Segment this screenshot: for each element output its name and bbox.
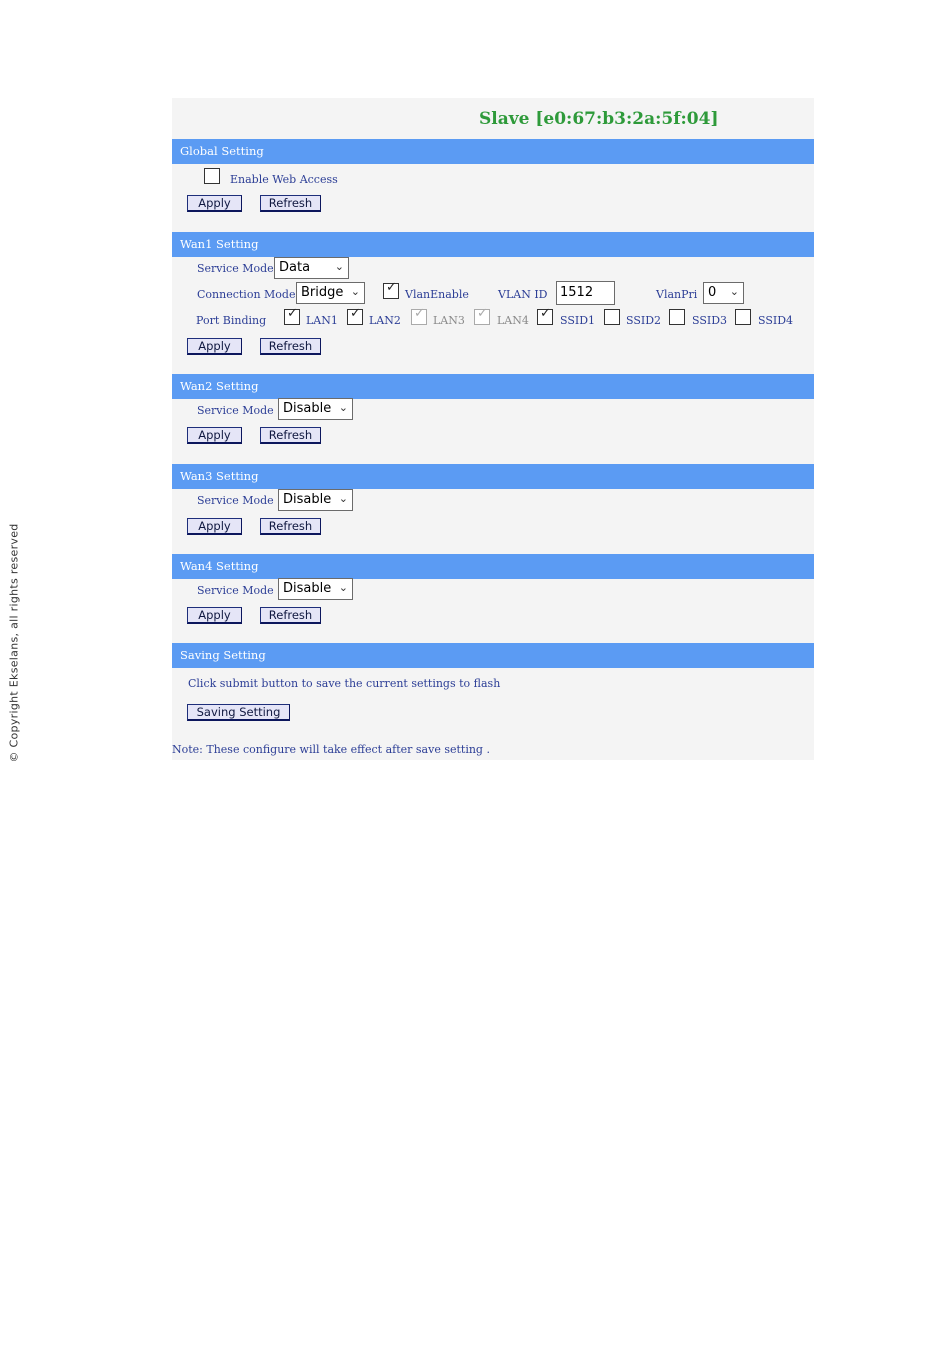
wan1-connection-mode-value: Bridge: [301, 285, 344, 300]
port-binding-label: Port Binding: [196, 314, 267, 327]
saving-instruction: Click submit button to save the current settings to flash: [188, 677, 501, 690]
chevron-down-icon: ⌄: [338, 492, 348, 505]
wan4-apply-button[interactable]: Apply: [187, 607, 242, 624]
global-refresh-button[interactable]: Refresh: [260, 195, 321, 212]
wan1-service-mode-value: Data: [279, 260, 311, 275]
port-ssid4-checkbox[interactable]: [735, 309, 751, 325]
port-ssid3-checkbox[interactable]: [669, 309, 685, 325]
page-title: Slave [e0:67:b3:2a:5f:04]: [479, 109, 719, 129]
vlan-enable-checkbox[interactable]: [383, 280, 399, 299]
enable-web-access-checkbox[interactable]: [204, 168, 220, 184]
chevron-down-icon: ⌄: [729, 285, 739, 298]
chevron-down-icon: ⌄: [350, 285, 360, 298]
wan2-apply-button[interactable]: Apply: [187, 427, 242, 444]
port-lan3-checkbox: [411, 306, 427, 325]
wan3-service-mode-label: Service Mode: [197, 494, 274, 507]
settings-panel: [172, 98, 814, 760]
vlan-pri-label: VlanPri: [656, 288, 698, 301]
save-note: Note: These configure will take effect after save setting .: [172, 743, 490, 756]
checkmark-icon: ✓: [414, 306, 425, 321]
wan2-setting-header: Wan2 Setting: [172, 374, 814, 399]
enable-web-access-label: Enable Web Access: [230, 173, 338, 186]
wan3-apply-button[interactable]: Apply: [187, 518, 242, 535]
checkmark-icon: ✓: [386, 280, 397, 295]
port-lan1-checkbox[interactable]: [284, 306, 300, 325]
checkmark-icon: ✓: [477, 306, 488, 321]
checkmark-icon: ✓: [540, 306, 551, 321]
port-ssid1-checkbox[interactable]: [537, 306, 553, 325]
wan2-service-mode-value: Disable: [283, 401, 332, 416]
saving-setting-header: Saving Setting: [172, 643, 814, 668]
wan1-refresh-button[interactable]: Refresh: [260, 338, 321, 355]
global-apply-button[interactable]: Apply: [187, 195, 242, 212]
wan4-service-mode-select[interactable]: [278, 578, 353, 600]
wan4-service-mode-value: Disable: [283, 581, 332, 596]
wan1-service-mode-select[interactable]: [274, 257, 349, 279]
checkmark-icon: ✓: [350, 306, 361, 321]
wan2-refresh-button[interactable]: Refresh: [260, 427, 321, 444]
port-lan2-checkbox[interactable]: [347, 306, 363, 325]
vlan-pri-select[interactable]: [703, 282, 744, 304]
wan2-service-mode-label: Service Mode: [197, 404, 274, 417]
port-lan2-label: LAN2: [369, 314, 401, 327]
global-setting-header: Global Setting: [172, 139, 814, 164]
wan1-connection-mode-select[interactable]: [296, 282, 365, 304]
copyright-text: © Copyright Ekselans, all rights reserved: [7, 523, 21, 763]
saving-setting-button[interactable]: Saving Setting: [187, 704, 290, 721]
wan2-service-mode-select[interactable]: [278, 398, 353, 420]
port-ssid4-label: SSID4: [758, 314, 794, 327]
port-lan3-label: LAN3: [433, 314, 465, 327]
port-ssid2-checkbox[interactable]: [604, 309, 620, 325]
port-ssid2-label: SSID2: [626, 314, 662, 327]
port-lan1-label: LAN1: [306, 314, 338, 327]
wan4-refresh-button[interactable]: Refresh: [260, 607, 321, 624]
port-lan4-label: LAN4: [497, 314, 529, 327]
checkmark-icon: ✓: [287, 306, 298, 321]
port-ssid1-label: SSID1: [560, 314, 596, 327]
wan1-connection-mode-label: Connection Mode: [197, 288, 296, 301]
copyright-notice: [0, 0, 30, 1369]
chevron-down-icon: ⌄: [334, 260, 344, 273]
wan4-service-mode-label: Service Mode: [197, 584, 274, 597]
wan1-apply-button[interactable]: Apply: [187, 338, 242, 355]
chevron-down-icon: ⌄: [338, 581, 348, 594]
vlan-enable-label: VlanEnable: [405, 288, 469, 301]
wan1-service-mode-label: Service Mode: [197, 262, 274, 275]
wan3-setting-header: Wan3 Setting: [172, 464, 814, 489]
vlan-pri-value: 0: [708, 285, 717, 300]
chevron-down-icon: ⌄: [338, 401, 348, 414]
port-ssid3-label: SSID3: [692, 314, 728, 327]
wan3-refresh-button[interactable]: Refresh: [260, 518, 321, 535]
wan3-service-mode-value: Disable: [283, 492, 332, 507]
vlan-id-label: VLAN ID: [498, 288, 548, 301]
port-lan4-checkbox: [474, 306, 490, 325]
wan4-setting-header: Wan4 Setting: [172, 554, 814, 579]
wan3-service-mode-select[interactable]: [278, 489, 353, 511]
vlan-id-input[interactable]: 1512: [556, 281, 615, 305]
wan1-setting-header: Wan1 Setting: [172, 232, 814, 257]
